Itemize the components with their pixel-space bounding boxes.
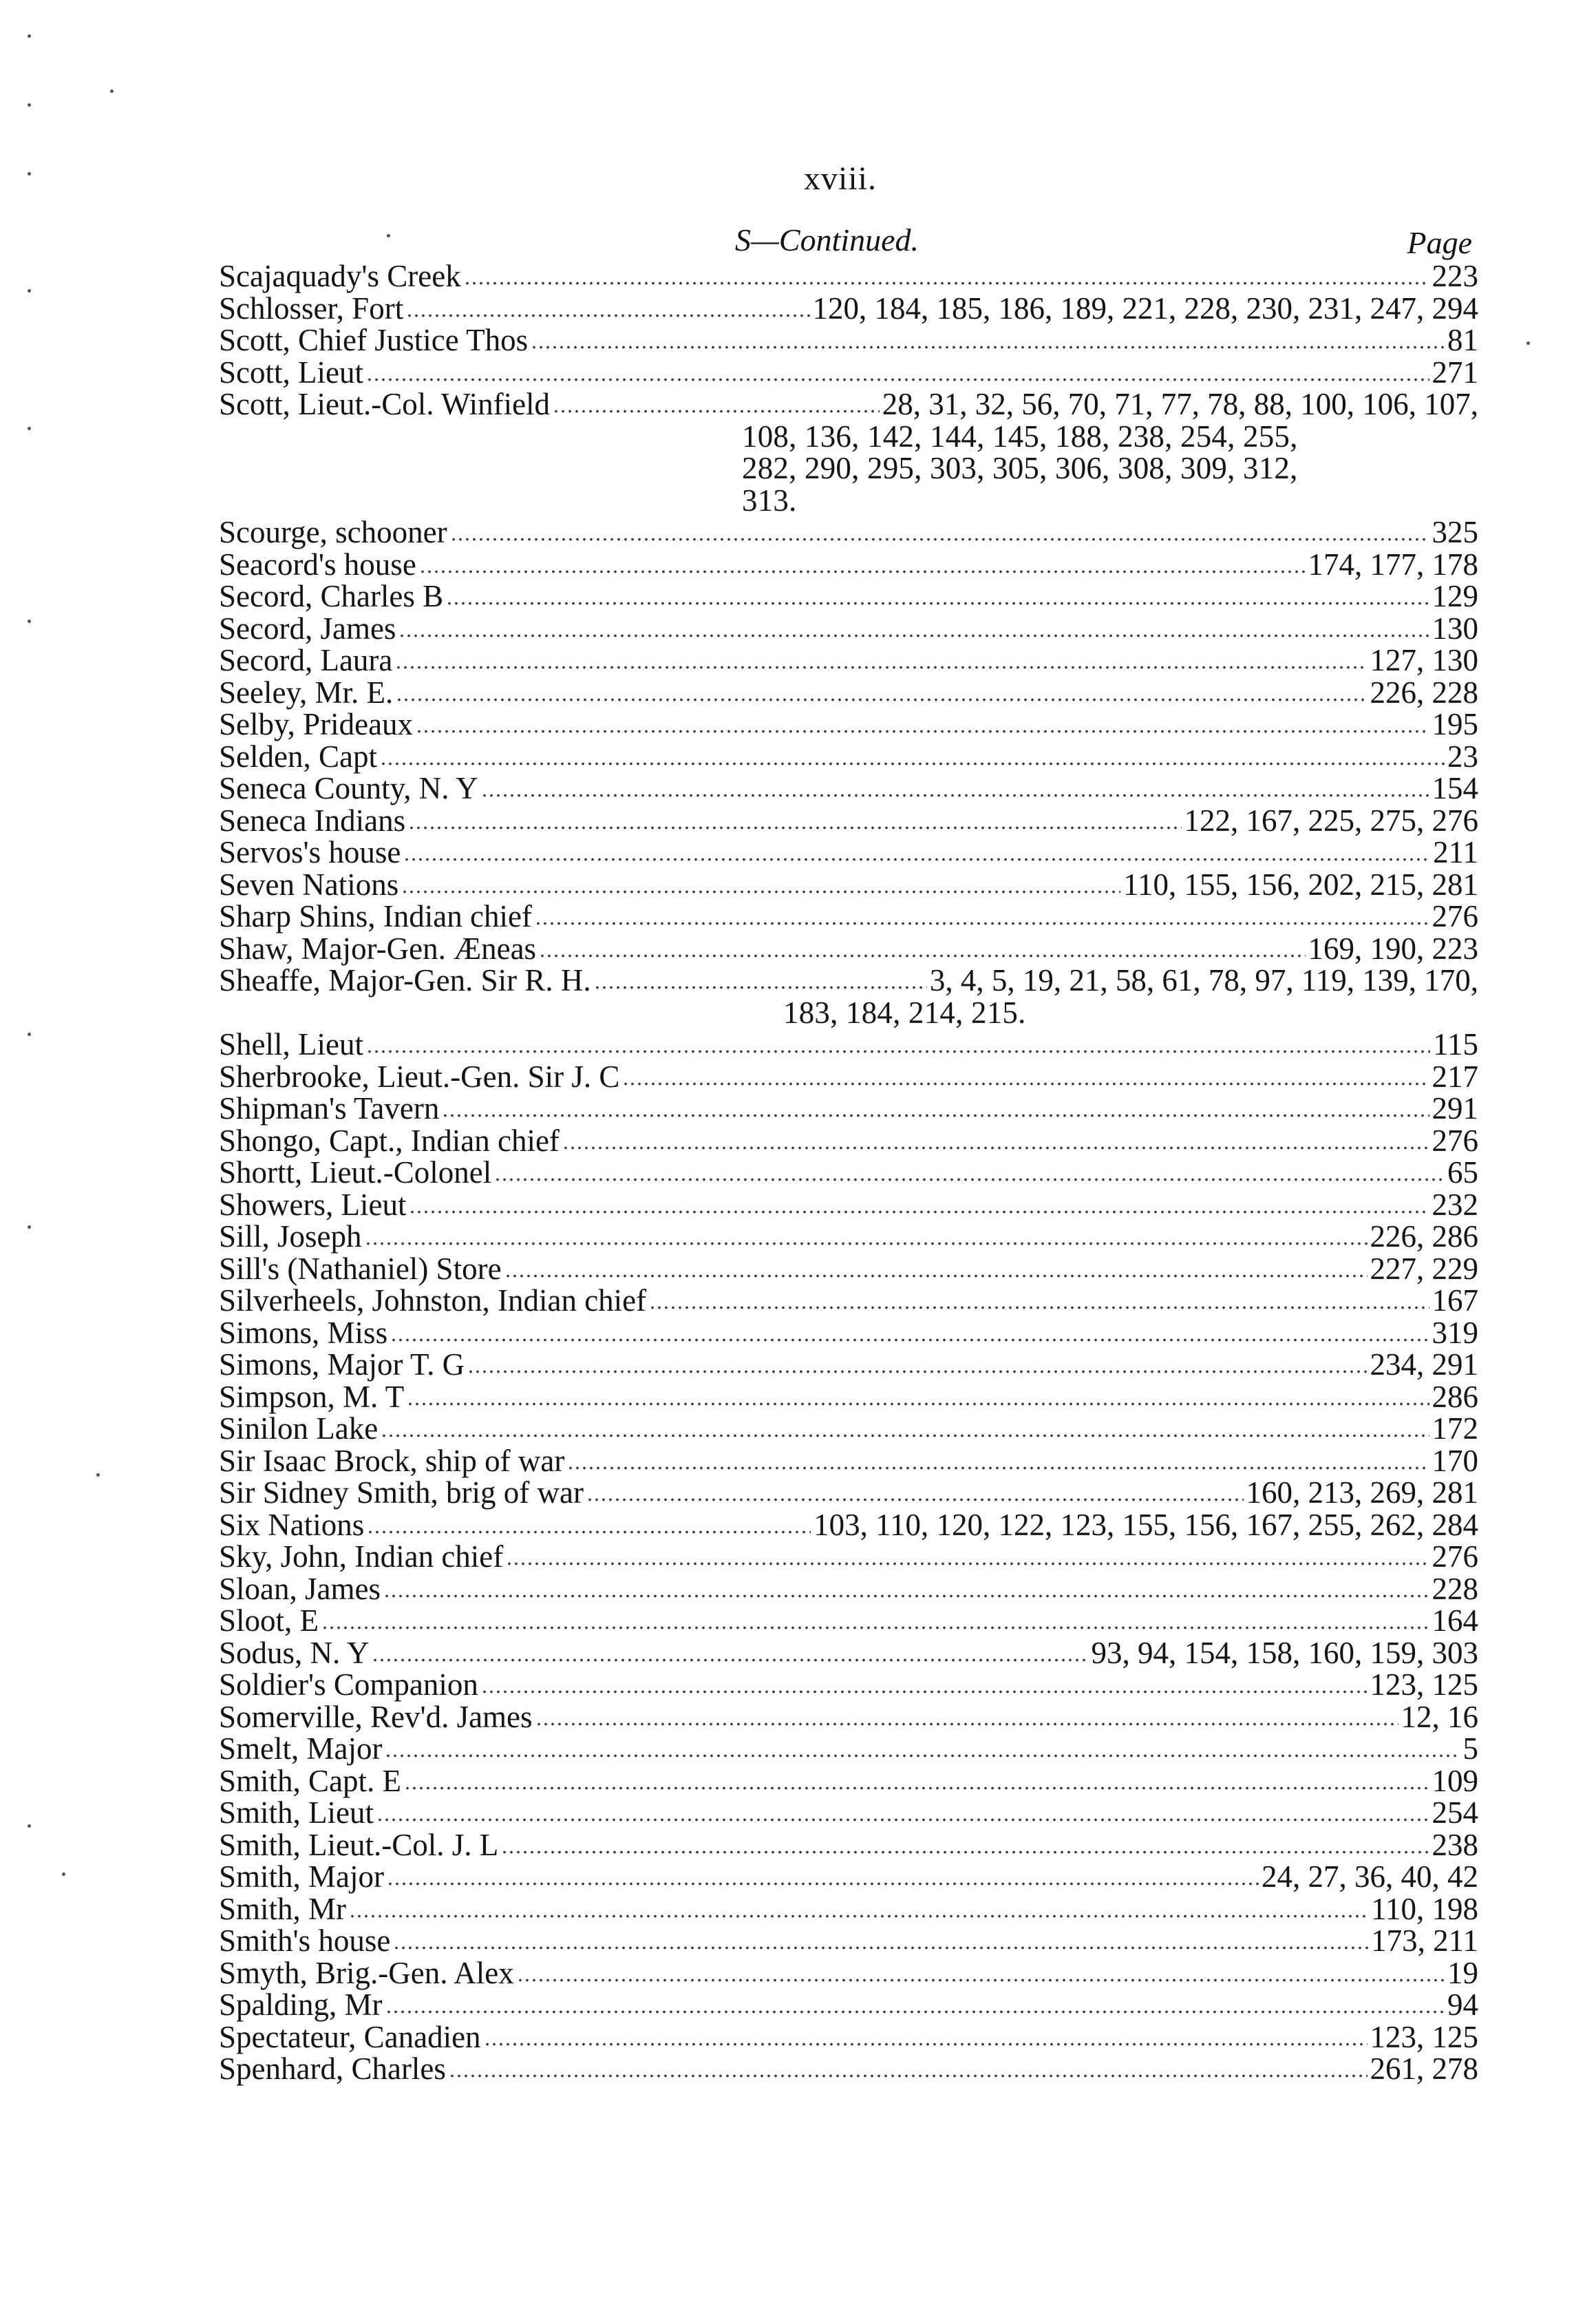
dot-leader xyxy=(390,1337,1429,1343)
index-entry xyxy=(219,1221,1478,1253)
scan-speck xyxy=(28,34,31,38)
entry-pages: 174, 177, 178 xyxy=(1308,547,1478,582)
dot-leader xyxy=(464,280,1429,286)
dot-leader xyxy=(383,1593,1429,1599)
dot-leader xyxy=(387,1881,1259,1887)
entry-pages: 211 xyxy=(1433,835,1478,869)
entry-pages: 232 xyxy=(1432,1187,1478,1222)
entry-pages: 109 xyxy=(1432,1763,1478,1798)
entry-name: Six Nations xyxy=(219,1507,365,1542)
dot-leader xyxy=(349,1913,1368,1919)
index-entry-line xyxy=(219,708,1478,741)
index-entry-line xyxy=(219,1061,1478,1093)
index-entry-line xyxy=(219,1765,1478,1797)
dot-leader xyxy=(419,569,1306,575)
dot-leader xyxy=(501,1849,1429,1855)
entry-pages: 291 xyxy=(1432,1091,1478,1126)
index-entry xyxy=(219,869,1478,901)
scan-speck xyxy=(28,620,31,623)
index-entry-line xyxy=(219,1893,1478,1926)
dot-leader xyxy=(484,2041,1368,2047)
dot-leader xyxy=(649,1305,1429,1311)
entry-pages: 110, 198 xyxy=(1371,1891,1478,1926)
dot-leader xyxy=(531,344,1445,350)
entry-name: Spalding, Mr xyxy=(219,1987,383,2022)
index-entry-line xyxy=(219,741,1478,773)
index-entry xyxy=(219,1253,1478,1285)
entry-pages: 234, 291 xyxy=(1370,1347,1478,1382)
entry-name: Somerville, Rev'd. James xyxy=(219,1699,533,1734)
index-entry-line xyxy=(219,1028,1478,1061)
entry-name: Sill's (Nathaniel) Store xyxy=(219,1251,502,1286)
entry-pages: 94 xyxy=(1447,1987,1478,2022)
entry-name: Scott, Lieut xyxy=(219,355,363,390)
index-entry xyxy=(219,1573,1478,1605)
entry-name: Sir Isaac Brock, ship of war xyxy=(219,1443,565,1478)
index-entry xyxy=(219,1797,1478,1829)
entry-pages: 12, 16 xyxy=(1401,1699,1478,1734)
dot-leader xyxy=(450,536,1429,542)
index-entry xyxy=(219,964,1478,1028)
index-entry-line xyxy=(219,1925,1478,1957)
dot-leader xyxy=(366,377,1429,383)
index-entry xyxy=(219,644,1478,677)
entry-name: Sir Sidney Smith, brig of war xyxy=(219,1475,584,1510)
index-entry xyxy=(219,1989,1478,2021)
entry-pages: 115 xyxy=(1433,1027,1478,1062)
index-entry-line xyxy=(219,1253,1478,1285)
entry-name: Sill, Joseph xyxy=(219,1219,362,1254)
dot-leader xyxy=(376,1817,1429,1823)
index-entry-line xyxy=(219,1637,1478,1669)
index-entry-line xyxy=(219,260,1478,293)
index-entry-line xyxy=(219,964,1478,997)
index-entry xyxy=(219,677,1478,709)
index-entry xyxy=(219,1925,1478,1957)
scan-speck xyxy=(110,89,114,93)
dot-leader xyxy=(408,825,1181,831)
index-entry xyxy=(219,613,1478,645)
index-entry xyxy=(219,836,1478,869)
entry-pages-continued: 282, 290, 295, 303, 305, 306, 308, 309, 312, xyxy=(742,451,1298,485)
index-entry-line xyxy=(219,1285,1478,1317)
index-entry xyxy=(219,1445,1478,1477)
index-entry-line xyxy=(219,1989,1478,2021)
entry-pages: 238 xyxy=(1432,1827,1478,1862)
entry-name: Simpson, M. T xyxy=(219,1379,405,1414)
entry-name: Shaw, Major-Gen. Æneas xyxy=(219,931,537,966)
dot-leader xyxy=(398,633,1429,639)
index-entry-line xyxy=(219,1541,1478,1573)
index-entry-line xyxy=(219,516,1478,549)
entry-name: Seven Nations xyxy=(219,867,399,902)
index-entry-line xyxy=(219,1605,1478,1637)
index-entry-line xyxy=(219,1701,1478,1733)
entry-name: Simons, Major T. G xyxy=(219,1347,465,1382)
dot-leader xyxy=(535,1721,1398,1727)
entry-pages: 123, 125 xyxy=(1370,2019,1478,2054)
entry-pages: 167 xyxy=(1432,1283,1478,1318)
entry-pages: 154 xyxy=(1432,771,1478,805)
dot-leader xyxy=(385,1753,1460,1759)
index-entry xyxy=(219,1093,1478,1125)
index-entry xyxy=(219,357,1478,389)
entry-name: Sinilon Lake xyxy=(219,1411,379,1446)
index-entry-line xyxy=(219,1221,1478,1253)
entry-name: Smith, Major xyxy=(219,1859,385,1894)
entry-name: Smith, Capt. E xyxy=(219,1763,402,1798)
dot-leader xyxy=(380,761,1445,767)
entry-name: Secord, Charles B xyxy=(219,579,444,613)
index-entry-line xyxy=(219,388,1478,421)
entry-pages: 271 xyxy=(1432,355,1478,390)
index-entry-line xyxy=(219,1445,1478,1477)
dot-leader xyxy=(407,1401,1429,1407)
index-entry xyxy=(219,1765,1478,1797)
entry-name: Sharp Shins, Indian chief xyxy=(219,899,532,933)
entry-name: Smelt, Major xyxy=(219,1731,383,1766)
dot-leader xyxy=(622,1081,1429,1087)
index-entry-line xyxy=(219,580,1478,613)
entry-name: Smith, Lieut.-Col. J. L xyxy=(219,1827,499,1862)
index-entry xyxy=(219,1061,1478,1093)
scan-speck xyxy=(387,234,390,238)
entry-name: Simons, Miss xyxy=(219,1315,388,1350)
index-entry-line xyxy=(219,1093,1478,1125)
index-entry xyxy=(219,1861,1478,1893)
scan-speck xyxy=(28,103,31,107)
entry-name: Scajaquady's Creek xyxy=(219,259,461,293)
dot-leader xyxy=(586,1497,1244,1503)
dot-leader xyxy=(409,1209,1429,1215)
dot-leader xyxy=(385,2009,1445,2015)
entry-pages: 223 xyxy=(1432,259,1478,293)
index-entry xyxy=(219,1285,1478,1317)
dot-leader xyxy=(406,313,809,319)
entry-pages-continued: 183, 184, 214, 215. xyxy=(783,995,1026,1030)
entry-pages: 217 xyxy=(1432,1059,1478,1094)
entry-name: Shortt, Lieut.-Colonel xyxy=(219,1155,492,1190)
scan-speck xyxy=(1526,341,1530,345)
dot-leader xyxy=(481,1689,1368,1695)
entry-name: Selden, Capt xyxy=(219,739,377,774)
dot-leader xyxy=(401,889,1120,895)
dot-leader xyxy=(539,953,1305,959)
index-header xyxy=(735,222,1472,260)
dot-leader xyxy=(396,697,1367,703)
index-entry-line xyxy=(219,2021,1478,2054)
entry-pages: 24, 27, 36, 40, 42 xyxy=(1262,1859,1478,1894)
dot-leader xyxy=(504,1273,1368,1279)
scan-speck xyxy=(28,427,31,430)
index-entry xyxy=(219,516,1478,549)
index-entry-line xyxy=(219,1413,1478,1445)
entry-name: Smith, Mr xyxy=(219,1891,347,1926)
entry-pages: 276 xyxy=(1432,1123,1478,1158)
index-entry xyxy=(219,1189,1478,1221)
dot-leader xyxy=(395,664,1367,671)
entry-name: Spenhard, Charles xyxy=(219,2051,446,2086)
entry-pages: 110, 155, 156, 202, 215, 281 xyxy=(1123,867,1478,902)
entry-name: Silverheels, Johnston, Indian chief xyxy=(219,1283,647,1318)
index-entry-line xyxy=(219,1733,1478,1765)
scan-speck xyxy=(28,289,31,293)
entry-pages-continued: 108, 136, 142, 144, 145, 188, 238, 254, 255, xyxy=(742,419,1298,454)
entry-name: Shongo, Capt., Indian chief xyxy=(219,1123,560,1158)
entry-pages: 226, 228 xyxy=(1370,675,1478,710)
dot-leader xyxy=(481,792,1429,799)
index-entry xyxy=(219,1733,1478,1765)
entry-pages: 103, 110, 120, 122, 123, 155, 156, 167, 255, 262, 284 xyxy=(813,1507,1478,1542)
entry-pages: 130 xyxy=(1432,611,1478,646)
entry-name: Smith, Lieut xyxy=(219,1795,374,1830)
index-entry-line xyxy=(219,2053,1478,2085)
index-entry-line xyxy=(219,1349,1478,1381)
entry-pages: 325 xyxy=(1432,515,1478,549)
entry-pages: 81 xyxy=(1447,323,1478,357)
index-entry xyxy=(219,1541,1478,1573)
entry-name: Sheaffe, Major-Gen. Sir R. H. xyxy=(219,963,591,998)
entry-pages: 23 xyxy=(1447,739,1478,774)
index-entry-line xyxy=(219,549,1478,581)
entry-pages: 122, 167, 225, 275, 276 xyxy=(1184,803,1478,838)
page-number: xviii. xyxy=(804,160,877,197)
index-entry xyxy=(219,1157,1478,1189)
index-entry xyxy=(219,1028,1478,1061)
entry-name: Smith's house xyxy=(219,1923,391,1958)
entry-name: Scott, Lieut.-Col. Winfield xyxy=(219,387,551,421)
entry-pages: 173, 211 xyxy=(1371,1923,1478,1958)
index-entry xyxy=(219,1669,1478,1701)
index-entry-line xyxy=(219,324,1478,357)
index-entry xyxy=(219,1477,1478,1509)
entry-pages: 120, 184, 185, 186, 189, 221, 228, 230, 231, 247, 294 xyxy=(812,291,1478,326)
index-list xyxy=(219,260,1478,2085)
entry-pages-continued: 313. xyxy=(742,483,797,518)
index-entry-line xyxy=(219,869,1478,901)
entry-pages: 276 xyxy=(1432,1539,1478,1574)
index-entry-line xyxy=(219,357,1478,389)
dot-leader xyxy=(381,1433,1429,1439)
index-entry xyxy=(219,260,1478,293)
index-entry-line xyxy=(219,772,1478,805)
entry-pages: 3, 4, 5, 19, 21, 58, 61, 78, 97, 119, 139, 170, xyxy=(929,963,1478,998)
index-entry xyxy=(219,1349,1478,1381)
dot-leader xyxy=(403,856,1430,863)
entry-pages: 127, 130 xyxy=(1370,643,1478,677)
entry-name: Seneca Indians xyxy=(219,803,406,838)
index-entry-line xyxy=(219,933,1478,965)
index-entry xyxy=(219,933,1478,965)
index-entry-line xyxy=(219,293,1478,325)
index-entry-line xyxy=(219,1797,1478,1829)
index-entry-line xyxy=(219,805,1478,837)
entry-name: Sherbrooke, Lieut.-Gen. Sir J. C xyxy=(219,1059,620,1094)
entry-name: Sky, John, Indian chief xyxy=(219,1539,504,1574)
entry-pages: 261, 278 xyxy=(1370,2051,1478,2086)
entry-pages: 5 xyxy=(1462,1731,1478,1766)
dot-leader xyxy=(446,600,1429,606)
index-entry xyxy=(219,900,1478,933)
index-entry xyxy=(219,324,1478,357)
dot-leader xyxy=(535,920,1429,927)
entry-pages: 276 xyxy=(1432,899,1478,933)
entry-pages: 164 xyxy=(1432,1603,1478,1638)
dot-leader xyxy=(467,1369,1367,1375)
entry-pages: 172 xyxy=(1432,1411,1478,1446)
index-entry xyxy=(219,293,1478,325)
index-entry xyxy=(219,549,1478,581)
index-entry-line xyxy=(219,1861,1478,1893)
index-entry-line xyxy=(219,1957,1478,1990)
index-entry xyxy=(219,805,1478,837)
dot-leader xyxy=(321,1625,1429,1631)
entry-name: Sodus, N. Y xyxy=(219,1635,370,1670)
index-entry xyxy=(219,1413,1478,1445)
index-entry xyxy=(219,1509,1478,1541)
dot-leader xyxy=(449,2073,1368,2079)
entry-pages: 319 xyxy=(1432,1315,1478,1350)
index-entry xyxy=(219,580,1478,613)
dot-leader xyxy=(367,1529,811,1535)
entry-name: Scott, Chief Justice Thos xyxy=(219,323,529,357)
entry-pages: 28, 31, 32, 56, 70, 71, 77, 78, 88, 100, 106, 107, xyxy=(882,387,1478,421)
scan-speck xyxy=(62,1872,65,1876)
entry-pages: 226, 286 xyxy=(1370,1219,1478,1254)
index-entry xyxy=(219,1957,1478,1990)
index-entry-line xyxy=(219,1829,1478,1861)
index-entry xyxy=(219,388,1478,516)
entry-name: Secord, Laura xyxy=(219,643,393,677)
dot-leader xyxy=(372,1657,1088,1663)
index-entry-line xyxy=(219,1125,1478,1157)
entry-name: Spectateur, Canadien xyxy=(219,2019,481,2054)
scan-speck xyxy=(28,1824,31,1828)
dot-leader xyxy=(517,1977,1445,1983)
index-entry xyxy=(219,1893,1478,1926)
dot-leader xyxy=(365,1241,1368,1247)
section-title: S—Continued. xyxy=(735,222,919,257)
entry-pages: 160, 213, 269, 281 xyxy=(1246,1475,1478,1510)
index-entry xyxy=(219,1381,1478,1413)
dot-leader xyxy=(562,1145,1429,1151)
entry-name: Seacord's house xyxy=(219,547,416,582)
index-entry-line xyxy=(219,1573,1478,1605)
entry-name: Sloan, James xyxy=(219,1571,381,1606)
entry-name: Servos's house xyxy=(219,835,401,869)
entry-name: Scourge, schooner xyxy=(219,515,447,549)
entry-pages: 195 xyxy=(1432,707,1478,741)
index-entry xyxy=(219,1125,1478,1157)
index-entry-line xyxy=(219,836,1478,869)
index-entry-line xyxy=(219,613,1478,645)
entry-pages: 227, 229 xyxy=(1370,1251,1478,1286)
index-entry-line xyxy=(219,1477,1478,1509)
scan-speck xyxy=(28,1033,31,1036)
dot-leader xyxy=(494,1177,1445,1183)
dot-leader xyxy=(506,1561,1429,1567)
index-entry-line xyxy=(219,644,1478,677)
index-entry xyxy=(219,1605,1478,1637)
scan-speck xyxy=(28,1225,31,1229)
entry-pages: 170 xyxy=(1432,1443,1478,1478)
scan-speck xyxy=(96,1473,100,1477)
entry-name: Sloot, E xyxy=(219,1603,319,1638)
entry-name: Smyth, Brig.-Gen. Alex xyxy=(219,1955,514,1990)
index-entry-line xyxy=(219,1317,1478,1349)
index-entry-line xyxy=(219,1669,1478,1701)
index-entry xyxy=(219,2053,1478,2085)
index-entry-line xyxy=(219,1381,1478,1413)
index-entry xyxy=(219,2021,1478,2054)
entry-name: Selby, Prideaux xyxy=(219,707,414,741)
dot-leader xyxy=(553,408,880,414)
entry-pages: 93, 94, 154, 158, 160, 159, 303 xyxy=(1091,1635,1478,1670)
entry-name: Shipman's Tavern xyxy=(219,1091,440,1126)
dot-leader xyxy=(567,1465,1429,1471)
entry-pages: 123, 125 xyxy=(1370,1667,1478,1702)
index-entry xyxy=(219,1701,1478,1733)
entry-name: Secord, James xyxy=(219,611,396,646)
entry-pages: 286 xyxy=(1432,1379,1478,1414)
dot-leader xyxy=(594,984,927,991)
dot-leader xyxy=(404,1785,1429,1791)
index-entry-line xyxy=(219,1189,1478,1221)
entry-name: Seeley, Mr. E. xyxy=(219,675,394,710)
index-entry-line xyxy=(219,900,1478,933)
index-entry xyxy=(219,1317,1478,1349)
index-entry-line xyxy=(219,1509,1478,1541)
entry-name: Schlosser, Fort xyxy=(219,291,404,326)
scan-speck xyxy=(28,172,31,176)
entry-pages: 65 xyxy=(1447,1155,1478,1190)
entry-pages: 228 xyxy=(1432,1571,1478,1606)
index-entry xyxy=(219,1829,1478,1861)
index-entry-line xyxy=(219,677,1478,709)
dot-leader xyxy=(393,1945,1368,1951)
entry-pages: 169, 190, 223 xyxy=(1308,931,1478,966)
dot-leader xyxy=(442,1112,1429,1119)
entry-name: Showers, Lieut xyxy=(219,1187,407,1222)
dot-leader xyxy=(416,728,1429,735)
entry-pages: 254 xyxy=(1432,1795,1478,1830)
dot-leader xyxy=(366,1048,1430,1055)
entry-name: Seneca County, N. Y xyxy=(219,771,478,805)
entry-pages: 19 xyxy=(1447,1955,1478,1990)
index-entry-line xyxy=(219,1157,1478,1189)
page-column-heading: Page xyxy=(1407,225,1472,260)
entry-pages: 129 xyxy=(1432,579,1478,613)
index-entry xyxy=(219,772,1478,805)
index-entry xyxy=(219,741,1478,773)
index-entry xyxy=(219,708,1478,741)
entry-name: Shell, Lieut xyxy=(219,1027,363,1062)
index-entry xyxy=(219,1637,1478,1669)
entry-name: Soldier's Companion xyxy=(219,1667,478,1702)
